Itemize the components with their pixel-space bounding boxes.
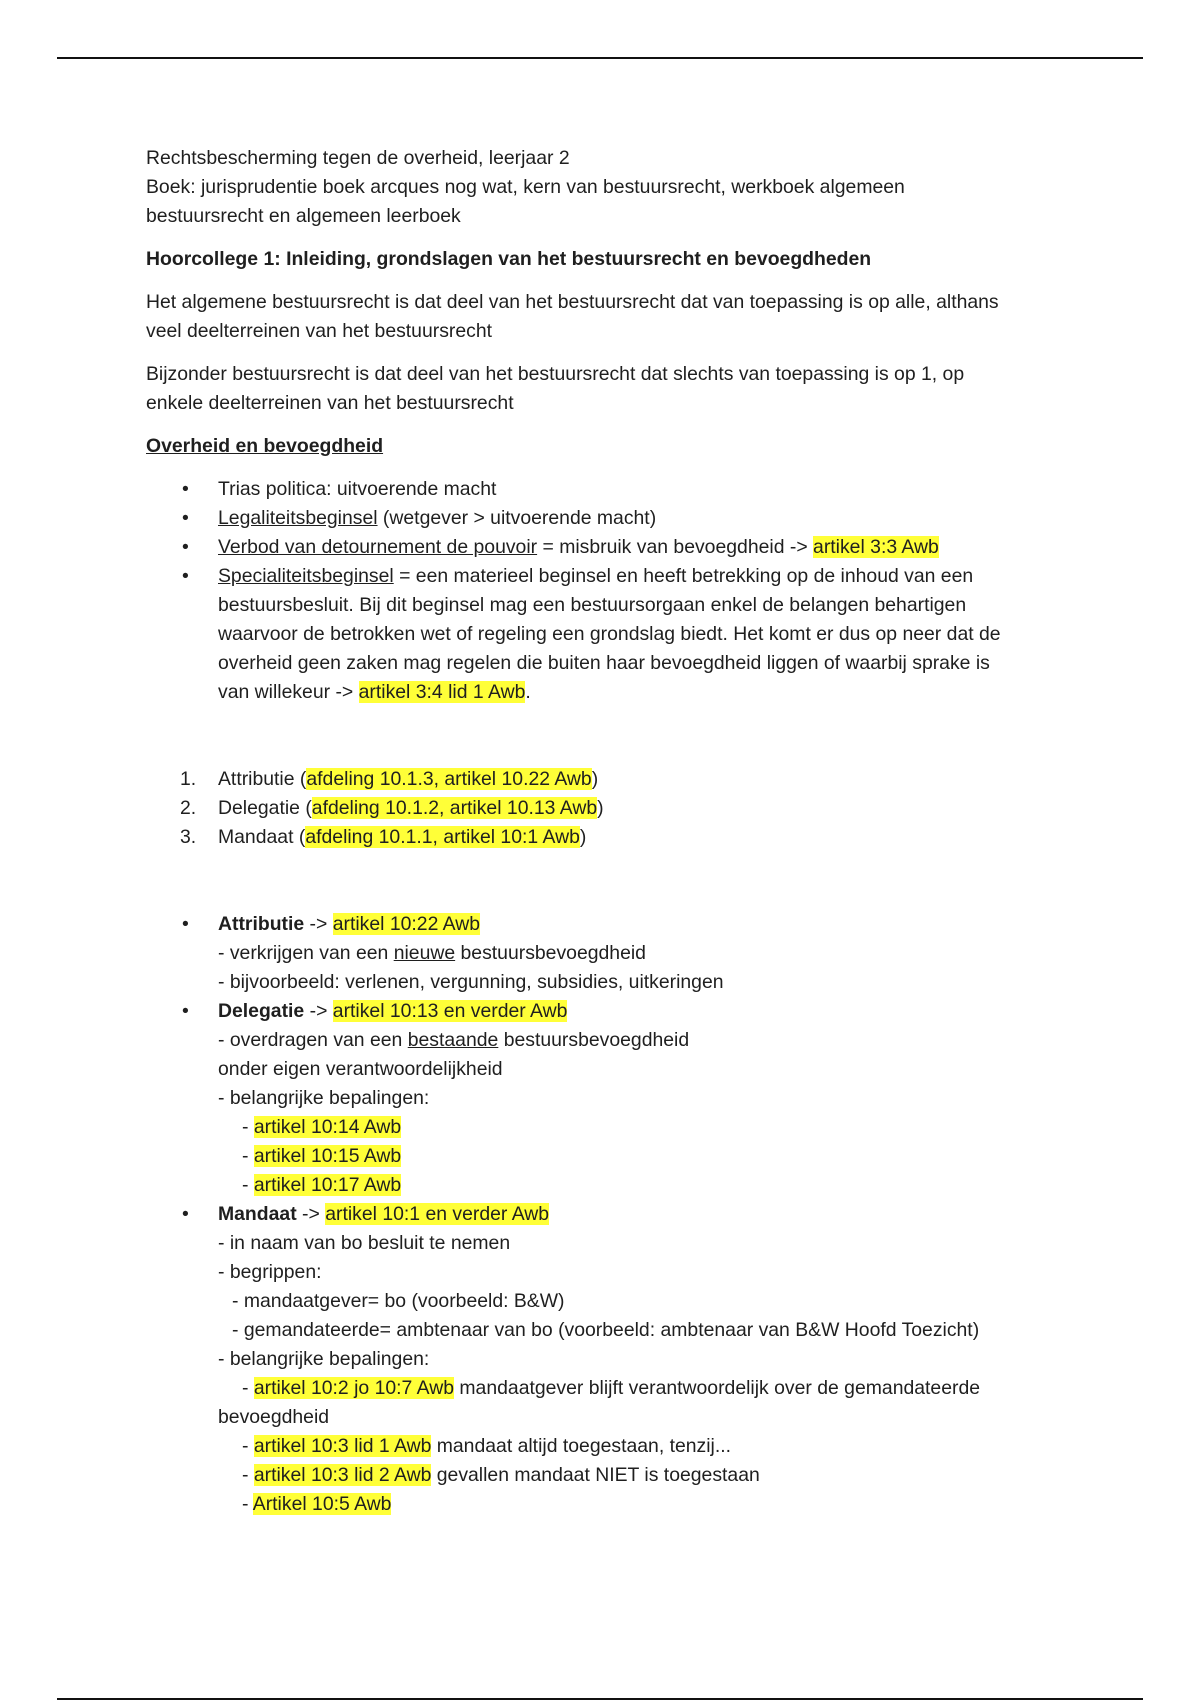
course-title: Rechtsbescherming tegen de overheid, leerjaar 2 bbox=[146, 147, 570, 169]
highlight-reference: artikel 3:4 lid 1 Awb bbox=[358, 681, 526, 703]
paren: ) bbox=[597, 797, 604, 819]
highlight-reference: artikel 10:22 Awb bbox=[332, 913, 481, 935]
detail-line: - bijvoorbeeld: verlenen, vergunning, subsidies, uitkeringen bbox=[218, 971, 724, 993]
detail-text: mandaat altijd toegestaan, tenzij... bbox=[431, 1435, 732, 1457]
item-text: overheid geen zaken mag regelen die buiten haar bevoegdheid liggen of waarbij sprake is bbox=[218, 652, 990, 674]
provision-line bbox=[146, 1113, 1046, 1142]
detail-line: - in naam van bo besluit te nemen bbox=[218, 1232, 511, 1254]
term-specialiteitsbeginsel: Specialiteitsbeginsel bbox=[218, 565, 394, 587]
detail-text: bestuursbevoegdheid bbox=[498, 1029, 690, 1051]
authority-details-list bbox=[146, 910, 1046, 1519]
list-item bbox=[146, 533, 1046, 562]
paren: ) bbox=[591, 768, 599, 790]
bullet-icon: • bbox=[182, 1000, 189, 1022]
detail-text: mandaatgever blijft verantwoordelijk over de gemandateerde bbox=[454, 1377, 981, 1399]
paragraph-line: veel deelterreinen van het bestuursrecht bbox=[146, 320, 493, 342]
provision-line bbox=[146, 1142, 1046, 1171]
books-line-1: Boek: jurisprudentie boek arcques nog wat, kern van bestuursrecht, werkboek algemeen bbox=[146, 176, 905, 198]
highlight-reference: afdeling 10.1.2, artikel 10.13 Awb bbox=[311, 797, 598, 819]
item-text: = misbruik van bevoegdheid -> bbox=[537, 536, 814, 558]
paragraph-line: enkele deelterreinen van het bestuursrecht bbox=[146, 392, 514, 414]
detail-line: - gemandateerde= ambtenaar van bo (voorbeeld: ambtenaar van B&W Hoofd Toezicht) bbox=[232, 1319, 980, 1341]
detail-underlined: bestaande bbox=[407, 1029, 499, 1051]
highlight-reference: artikel 10:1 en verder Awb bbox=[325, 1203, 550, 1225]
highlight-reference: artikel 10:15 Awb bbox=[253, 1145, 402, 1167]
paragraph-special-law bbox=[146, 360, 1046, 418]
detail-text: gevallen mandaat NIET is toegestaan bbox=[431, 1464, 760, 1486]
dash: - bbox=[242, 1493, 253, 1515]
highlight-reference: artikel 10:13 en verder Awb bbox=[332, 1000, 568, 1022]
provision-line bbox=[146, 1461, 1046, 1490]
list-item bbox=[146, 562, 1046, 707]
paren: ( bbox=[305, 797, 312, 819]
term-delegatie: Delegatie bbox=[218, 1000, 305, 1022]
bullet-icon: • bbox=[182, 913, 189, 935]
item-text: Trias politica: uitvoerende macht bbox=[218, 478, 497, 500]
list-item bbox=[146, 823, 1046, 852]
detail-text: - verkrijgen van een bbox=[218, 942, 394, 964]
dash: - bbox=[242, 1377, 254, 1399]
list-item-delegatie bbox=[146, 997, 1046, 1026]
list-item bbox=[146, 794, 1046, 823]
document-body bbox=[146, 144, 1046, 1519]
bullet-icon: • bbox=[182, 565, 189, 587]
detail-text: bestuursbevoegdheid bbox=[455, 942, 646, 964]
paragraph-line: Bijzonder bestuursrecht is dat deel van het bestuursrecht dat slechts van toepassing is op 1, op bbox=[146, 363, 965, 385]
paren: ( bbox=[298, 826, 306, 848]
list-item bbox=[146, 765, 1046, 794]
principles-list bbox=[146, 475, 1046, 707]
item-text: = een materieel beginsel en heeft betrekking op de inhoud van een bbox=[393, 565, 974, 587]
provision-line bbox=[146, 1432, 1046, 1461]
detail-line: - begrippen: bbox=[218, 1261, 322, 1283]
dash: - bbox=[242, 1464, 254, 1486]
term-attributie: Attributie bbox=[218, 913, 305, 935]
highlight-reference: artikel 10:3 lid 1 Awb bbox=[253, 1435, 432, 1457]
detail-underlined: nieuwe bbox=[393, 942, 456, 964]
lecture-title: Hoorcollege 1: Inleiding, grondslagen van het bestuursrecht en bevoegdheden bbox=[146, 248, 872, 270]
bullet-icon: • bbox=[182, 1203, 189, 1225]
term-legaliteitsbeginsel: Legaliteitsbeginsel bbox=[218, 507, 378, 529]
type-name: Delegatie bbox=[218, 797, 300, 819]
term-detournement: Verbod van detournement de pouvoir bbox=[218, 536, 538, 558]
paren: ) bbox=[579, 826, 587, 848]
item-text: bestuursbesluit. Bij dit beginsel mag een bestuursorgaan enkel de belangen behartigen bbox=[218, 594, 967, 616]
list-item bbox=[146, 475, 1046, 504]
detail-line bbox=[146, 939, 1046, 968]
type-name: Mandaat bbox=[218, 826, 294, 848]
detail-line: - belangrijke bepalingen: bbox=[218, 1348, 430, 1370]
highlight-reference: artikel 10:14 Awb bbox=[253, 1116, 402, 1138]
item-text: . bbox=[525, 681, 531, 703]
type-name: Attributie bbox=[218, 768, 295, 790]
item-text: van willekeur -> bbox=[218, 681, 359, 703]
paren: ( bbox=[299, 768, 307, 790]
detail-line bbox=[146, 1026, 1046, 1055]
arrow: -> bbox=[296, 1203, 326, 1225]
list-item-mandaat bbox=[146, 1200, 1046, 1229]
dash: - bbox=[242, 1174, 254, 1196]
list-item bbox=[146, 504, 1046, 533]
arrow: -> bbox=[304, 1000, 333, 1022]
list-number: 3. bbox=[180, 826, 197, 848]
list-item-attributie bbox=[146, 910, 1046, 939]
bullet-icon: • bbox=[182, 536, 189, 558]
highlight-reference: artikel 10:2 jo 10:7 Awb bbox=[253, 1377, 455, 1399]
provision-line bbox=[146, 1490, 1046, 1519]
list-number: 2. bbox=[180, 797, 197, 819]
term-mandaat: Mandaat bbox=[218, 1203, 297, 1225]
dash: - bbox=[242, 1435, 254, 1457]
detail-line: - mandaatgever= bo (voorbeeld: B&W) bbox=[232, 1290, 565, 1312]
highlight-reference: artikel 3:3 Awb bbox=[813, 536, 939, 558]
page-top-rule bbox=[57, 57, 1143, 59]
item-text: waarvoor de betrokken wet of regeling een grondslag biedt. Het komt er dus op neer dat de bbox=[218, 623, 1001, 645]
list-number: 1. bbox=[180, 768, 197, 790]
highlight-reference: artikel 10:3 lid 2 Awb bbox=[253, 1464, 432, 1486]
detail-line: onder eigen verantwoordelijkheid bbox=[218, 1058, 503, 1080]
highlight-reference: artikel 10:17 Awb bbox=[253, 1174, 402, 1196]
detail-line: - belangrijke bepalingen: bbox=[218, 1087, 430, 1109]
books-line-2: bestuursrecht en algemeen leerboek bbox=[146, 205, 461, 227]
highlight-reference: afdeling 10.1.1, artikel 10:1 Awb bbox=[305, 826, 580, 848]
section-title: Overheid en bevoegdheid bbox=[146, 435, 384, 457]
dash: - bbox=[242, 1145, 254, 1167]
provision-line bbox=[146, 1171, 1046, 1200]
highlight-reference: Artikel 10:5 Awb bbox=[252, 1493, 392, 1515]
dash: - bbox=[242, 1116, 254, 1138]
paragraph-line: Het algemene bestuursrecht is dat deel van het bestuursrecht dat van toepassing is op alle, althans bbox=[146, 291, 999, 313]
bullet-icon: • bbox=[182, 507, 189, 529]
arrow: -> bbox=[304, 913, 333, 935]
paragraph-general-law bbox=[146, 288, 1046, 346]
detail-text: - overdragen van een bbox=[218, 1029, 408, 1051]
bullet-icon: • bbox=[182, 478, 189, 500]
item-text: (wetgever > uitvoerende macht) bbox=[377, 507, 657, 529]
detail-line: bevoegdheid bbox=[218, 1406, 330, 1428]
provision-line bbox=[146, 1374, 1046, 1403]
highlight-reference: afdeling 10.1.3, artikel 10.22 Awb bbox=[306, 768, 592, 790]
authority-types-list bbox=[146, 765, 1046, 852]
